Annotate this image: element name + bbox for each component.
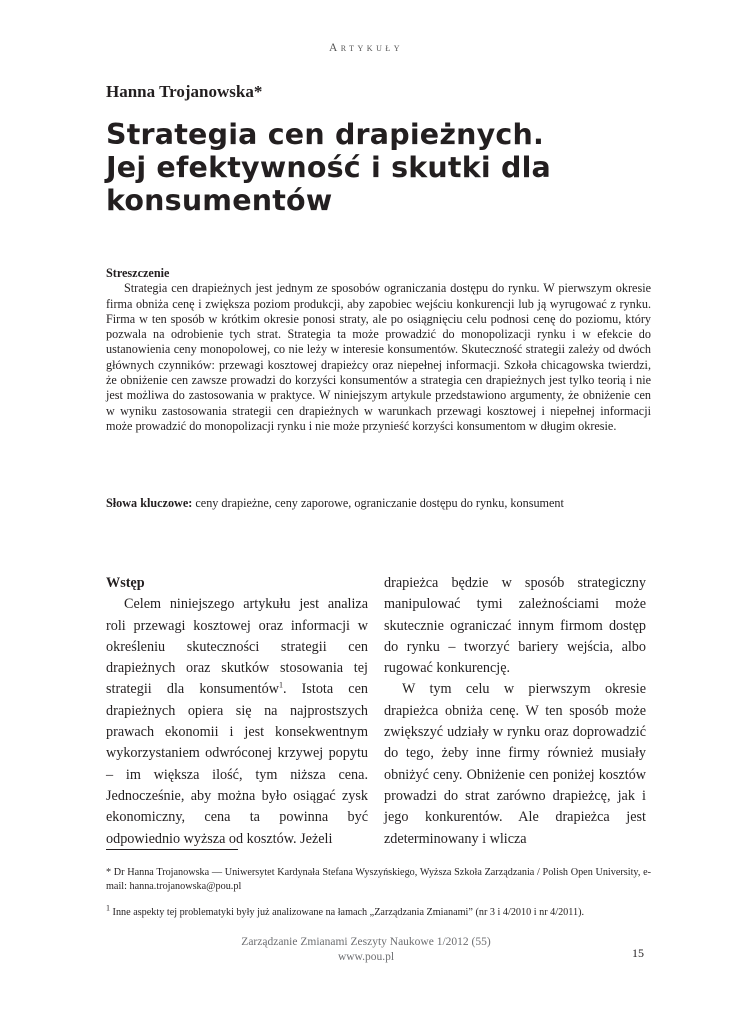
body-paragraph-2: W tym celu w pierwszym okresie drapieżca obniża cenę. W ten sposób może zwiększyć udziały w rynku oraz doprowadzić do tego, żeby inne firmy również musiały obniżyć ceny. Obniżenie cen poniżej kosztów prowadzi do strat zarówno drapieżcę, jak i jego konkurentów. Ale drapieżca jest zdeterminowany i wlicza [384,681,646,847]
keywords [106,495,666,511]
abstract-text: Strategia cen drapieżnych jest jednym ze sposobów ograniczania dostępu do rynku. W pierwszym okresie firma obniża cenę i zwiększa poziom produkcji, aby zapobiec wejściu konkurencji lub ją wyrugować z rynku. Firma w ten sposób w krótkim okresie ponosi straty, ale po osiągnięciu celu podnosi cenę do poziomu, który pozwala na odrobienie tych strat. Strategia ta może prowadzić do monopolizacji rynku i w efekcie do ustanowienia ceny monopolowej, co nie leży w interesie konsumentów. Skuteczność strategii zależy od dwóch głównych czynników: przewagi kosztowej drapieżcy oraz niepełnej informacji. Szkoła chicagowska twierdzi, że obniżenie cen zawsze prowadzi do korzyści konsumentów a strategia cen drapieżnych jest tylko teorią i nie jest możliwa do zastosowania w praktyce. W niniejszym artykule przedstawiono argumenty, że obniżenie cen w wyniku zastosowania strategii cen drapieżnych w warunkach przewagi kosztowej i niepełnej informacji może prowadzić do monopolizacji rynku i nie może przynieść korzyści konsumentom w długim okresie. [106,281,651,433]
journal-website[interactable]: www.pou.pl [337,950,395,963]
abstract-heading: Streszczenie [106,266,170,280]
footnote-1 [106,903,651,920]
body-paragraph-1 [106,594,368,850]
title-line-3: konsumentów [106,184,333,217]
section-heading-intro: Wstęp [106,575,145,591]
title-line-1: Strategia cen drapieżnych. [106,118,545,151]
body-column-right [384,573,646,850]
page-number: 15 [632,946,644,960]
footnote-divider [106,849,238,850]
article-title [106,118,666,217]
journal-footer [0,935,732,964]
footnote-reference-1[interactable]: 1 [278,680,283,690]
keywords-label: Słowa kluczowe: [106,496,193,510]
footnote-1-text: Inne aspekty tej problematyki były już analizowane na łamach „Zarządzania Zmianami” (nr 3 i 4/2010 i nr 4/2011). [110,907,585,918]
author-name: Hanna Trojanowska* [106,82,263,101]
section-label: Artykuły [328,42,404,54]
keywords-text: ceny drapieżne, ceny zaporowe, ograniczanie dostępu do rynku, konsument [195,496,564,510]
abstract-section [106,266,651,434]
footnote-author: * Dr Hanna Trojanowska — Uniwersytet Kardynała Stefana Wyszyńskiego, Wyższa Szkoła Zarządzania / Polish Open University, e-mail: hanna.trojanowska@pou.pl [106,867,651,892]
footnote-1-mark: 1 [106,903,110,913]
paragraph-1-text: Celem niniejszego artykułu jest analiza roli przewagi kosztowej oraz informacji w określeniu skuteczności strategii cen drapieżnych oraz skutków stosowania tej strategii dla konsumentów [106,596,368,698]
journal-name: Zarządzanie Zmianami Zeszyty Naukowe 1/2012 (55) [241,936,491,948]
body-column-left [106,573,368,850]
title-line-2: Jej efektywność i skutki dla [106,151,551,184]
paragraph-1-text-cont: . Istota cen drapieżnych opiera się na najprostszych prawach ekonomii i jest konsekwentnym wykorzystaniem odwróconej krzywej popytu – im większa ilość, tym niższa cena. Jednocześnie, aby można było osiągać zysk ekonomiczny, cena ta powinna być odpowiednio wyższa od kosztów. Jeżeli [106,681,368,847]
body-paragraph-1-continued: drapieżca będzie w sposób strategiczny manipulować tymi zależnościami może skutecznie ograniczać innym firmom dostęp do rynku – tworzyć bariery wejścia, albo rugować konkurencję. [384,575,646,677]
